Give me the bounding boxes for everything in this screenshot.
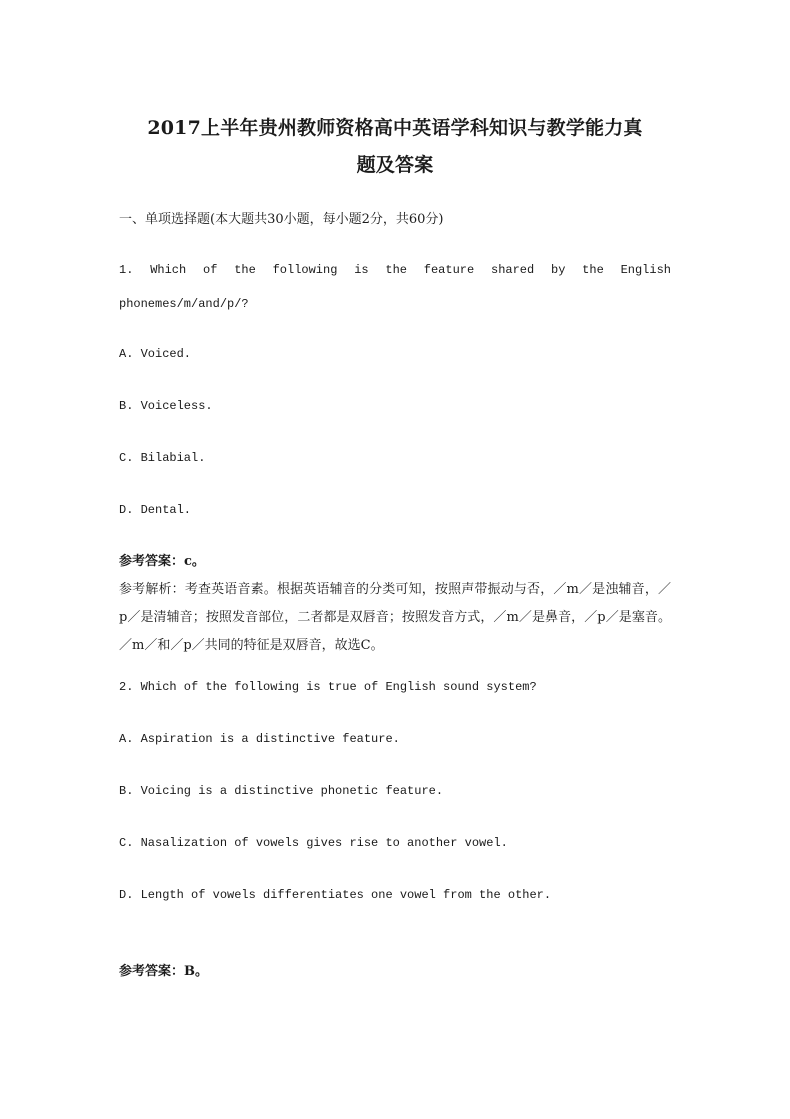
question-1-analysis: 参考解析：考查英语音素。根据英语辅音的分类可知，按照声带振动与否，／m／是浊辅音，／p／是清辅音；按照发音部位，二者都是双唇音；按照发音方式，／m／是鼻音，／p／是塞音。／m／和／p／共同的特征是双唇音，故选C。 [119, 582, 671, 653]
section-heading: 一、单项选择题(本大题共30小题，每小题2分，共60分) [119, 212, 444, 227]
question-1-stem-line-1: 1. Which of the following is the feature shared by the English [119, 263, 671, 277]
document-title-line-2: 题及答案 [356, 154, 434, 176]
question-1-option-d: D. Dental. [119, 503, 192, 517]
question-1-option-a: A. Voiced. [119, 347, 192, 361]
document-title-line-1: 2017上半年贵州教师资格高中英语学科知识与教学能力真 [147, 117, 643, 139]
question-2-option-d: D. Length of vowels differentiates one vowel from the other. [119, 888, 552, 902]
question-2-option-a: A. Aspiration is a distinctive feature. [119, 732, 400, 746]
question-2-option-c: C. Nasalization of vowels gives rise to another vowel. [119, 836, 508, 850]
question-1-answer: 参考答案：c。 [119, 554, 205, 569]
question-2-option-b: B. Voicing is a distinctive phonetic feature. [119, 784, 444, 798]
question-2-answer: 参考答案：B。 [119, 964, 208, 979]
question-1-option-b: B. Voiceless. [119, 399, 213, 413]
question-1-option-c: C. Bilabial. [119, 451, 206, 465]
question-1-stem-line-2: phonemes/m/and/p/? [119, 297, 249, 311]
question-2-stem: 2. Which of the following is true of English sound system? [119, 680, 537, 694]
